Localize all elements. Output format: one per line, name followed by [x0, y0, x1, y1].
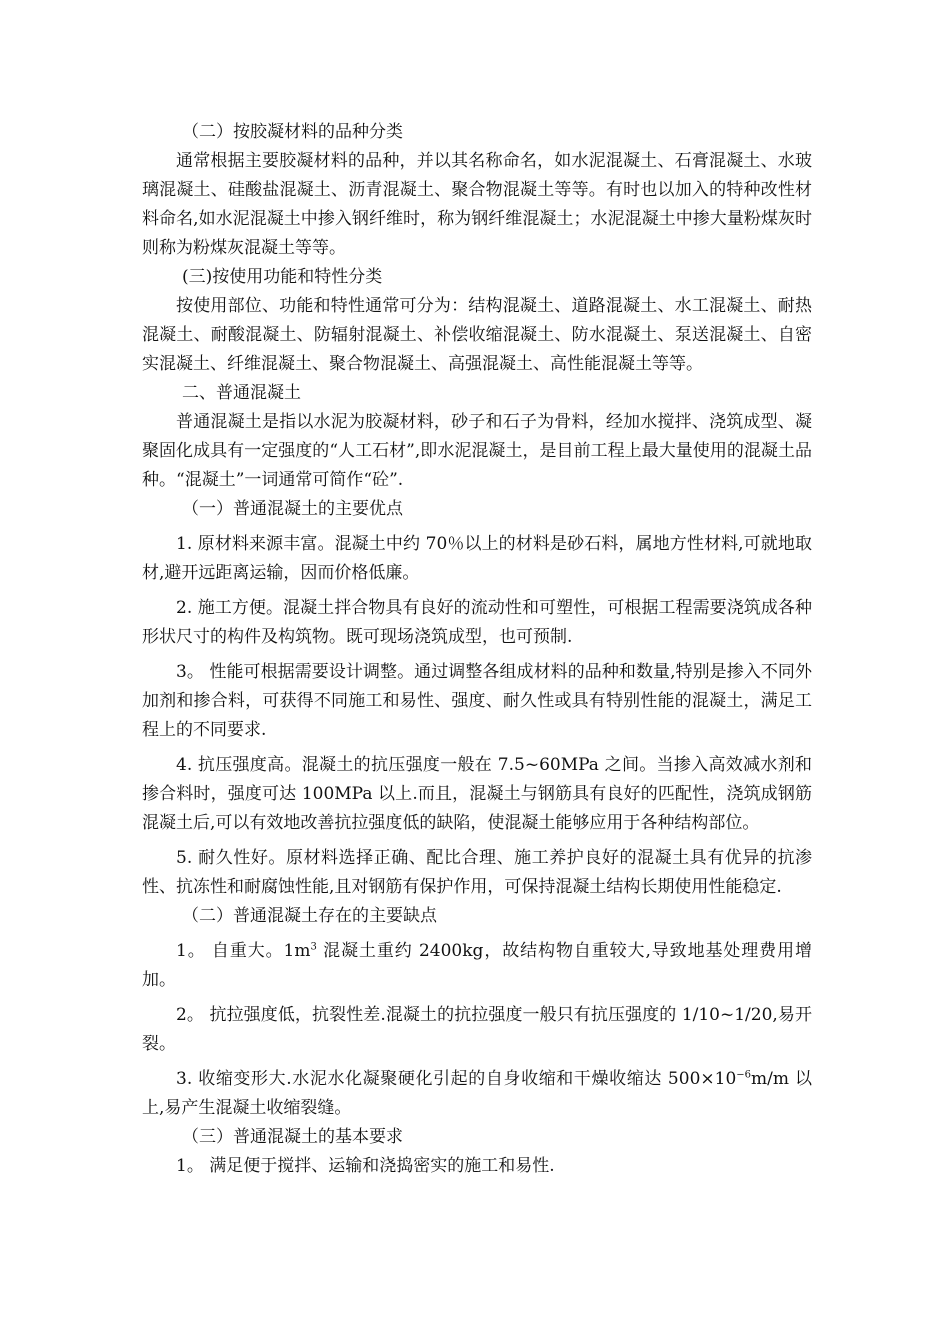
- superscript-exponent: −6: [736, 1069, 752, 1081]
- paragraph-binder-classification: 通常根据主要胶凝材料的品种，并以其名称命名，如水泥混凝土、石膏混凝土、水玻璃混凝土、硅酸盐混凝土、沥青混凝土、聚合物混凝土等等。有时也以加入的特种改性材料命名,如水泥混凝土中掺入钢纤维时，称为钢纤维混凝土；水泥混凝土中掺大量粉煤灰时则称为粉煤灰混凝土等等。: [142, 151, 812, 258]
- section-heading-binder-classification: （二）按胶凝材料的品种分类: [182, 122, 403, 142]
- superscript-cubic: 3: [310, 941, 317, 953]
- disadvantage-3-text-a: 3. 收缩变形大.水泥水化凝聚硬化引起的自身收缩和干燥收缩达 500×10: [176, 1069, 737, 1089]
- document-page: [142, 118, 812, 1181]
- disadvantage-1-text-a: 1。 自重大。1m: [176, 941, 311, 961]
- list-item-advantage-5: 5. 耐久性好。原材料选择正确、配比合理、施工养护良好的混凝土具有优异的抗渗性、抗冻性和耐腐蚀性能,且对钢筋有保护作用，可保持混凝土结构长期使用性能稳定.: [142, 848, 812, 897]
- section-heading-ordinary-concrete: 二、普通混凝土: [182, 383, 301, 403]
- list-item-disadvantage-2: 2。 抗拉强度低，抗裂性差.混凝土的抗拉强度一般只有抗压强度的 1/10~1/20,易开裂。: [142, 1005, 812, 1054]
- section-heading-requirements: （三）普通混凝土的基本要求: [182, 1127, 403, 1147]
- disadvantage-1-text-b: 混凝土重约 2400kg，故结构物自重较大,导致地基处理费用增加。: [142, 941, 812, 990]
- paragraph-function-classification: 按使用部位、功能和特性通常可分为：结构混凝土、道路混凝土、水工混凝土、耐热混凝土、耐酸混凝土、防辐射混凝土、补偿收缩混凝土、防水混凝土、泵送混凝土、自密实混凝土、纤维混凝土、聚合物混凝土、高强混凝土、高性能混凝土等等。: [142, 296, 812, 374]
- list-item-disadvantage-3: [142, 1065, 812, 1123]
- section-heading-disadvantages: （二）普通混凝土存在的主要缺点: [182, 906, 437, 926]
- section-heading-function-classification: (三)按使用功能和特性分类: [182, 267, 383, 287]
- list-item-requirement-1: 1。 满足便于搅拌、运输和浇捣密实的施工和易性.: [176, 1156, 555, 1176]
- section-heading-advantages: （一）普通混凝土的主要优点: [182, 499, 403, 519]
- list-item-advantage-3: 3。 性能可根据需要设计调整。通过调整各组成材料的品种和数量,特别是掺入不同外加剂和掺合料，可获得不同施工和易性、强度、耐久性或具有特别性能的混凝土，满足工程上的不同要求.: [142, 662, 812, 740]
- list-item-advantage-1: 1. 原材料来源丰富。混凝土中约 70％以上的材料是砂石料，属地方性材料,可就地取材,避开远距离运输，因而价格低廉。: [142, 534, 812, 583]
- list-item-advantage-2: 2. 施工方便。混凝土拌合物具有良好的流动性和可塑性，可根据工程需要浇筑成各种形状尺寸的构件及构筑物。既可现场浇筑成型，也可预制.: [142, 598, 812, 647]
- list-item-advantage-4: 4. 抗压强度高。混凝土的抗压强度一般在 7.5~60MPa 之间。当掺入高效减水剂和掺合料时，强度可达 100MPa 以上.而且，混凝土与钢筋具有良好的匹配性，浇筑成钢筋混凝土后,可以有效地改善抗拉强度低的缺陷，使混凝土能够应用于各种结构部位。: [142, 755, 812, 833]
- disadvantage-3-text-b: m/m 以上,易产生混凝土收缩裂缝。: [142, 1069, 812, 1118]
- list-item-disadvantage-1: [142, 937, 812, 995]
- paragraph-ordinary-concrete: 普通混凝土是指以水泥为胶凝材料，砂子和石子为骨料，经加水搅拌、浇筑成型、凝聚固化成具有一定强度的“人工石材”,即水泥混凝土，是目前工程上最大量使用的混凝土品种。“混凝土”一词通常可简作“砼”.: [142, 412, 812, 490]
